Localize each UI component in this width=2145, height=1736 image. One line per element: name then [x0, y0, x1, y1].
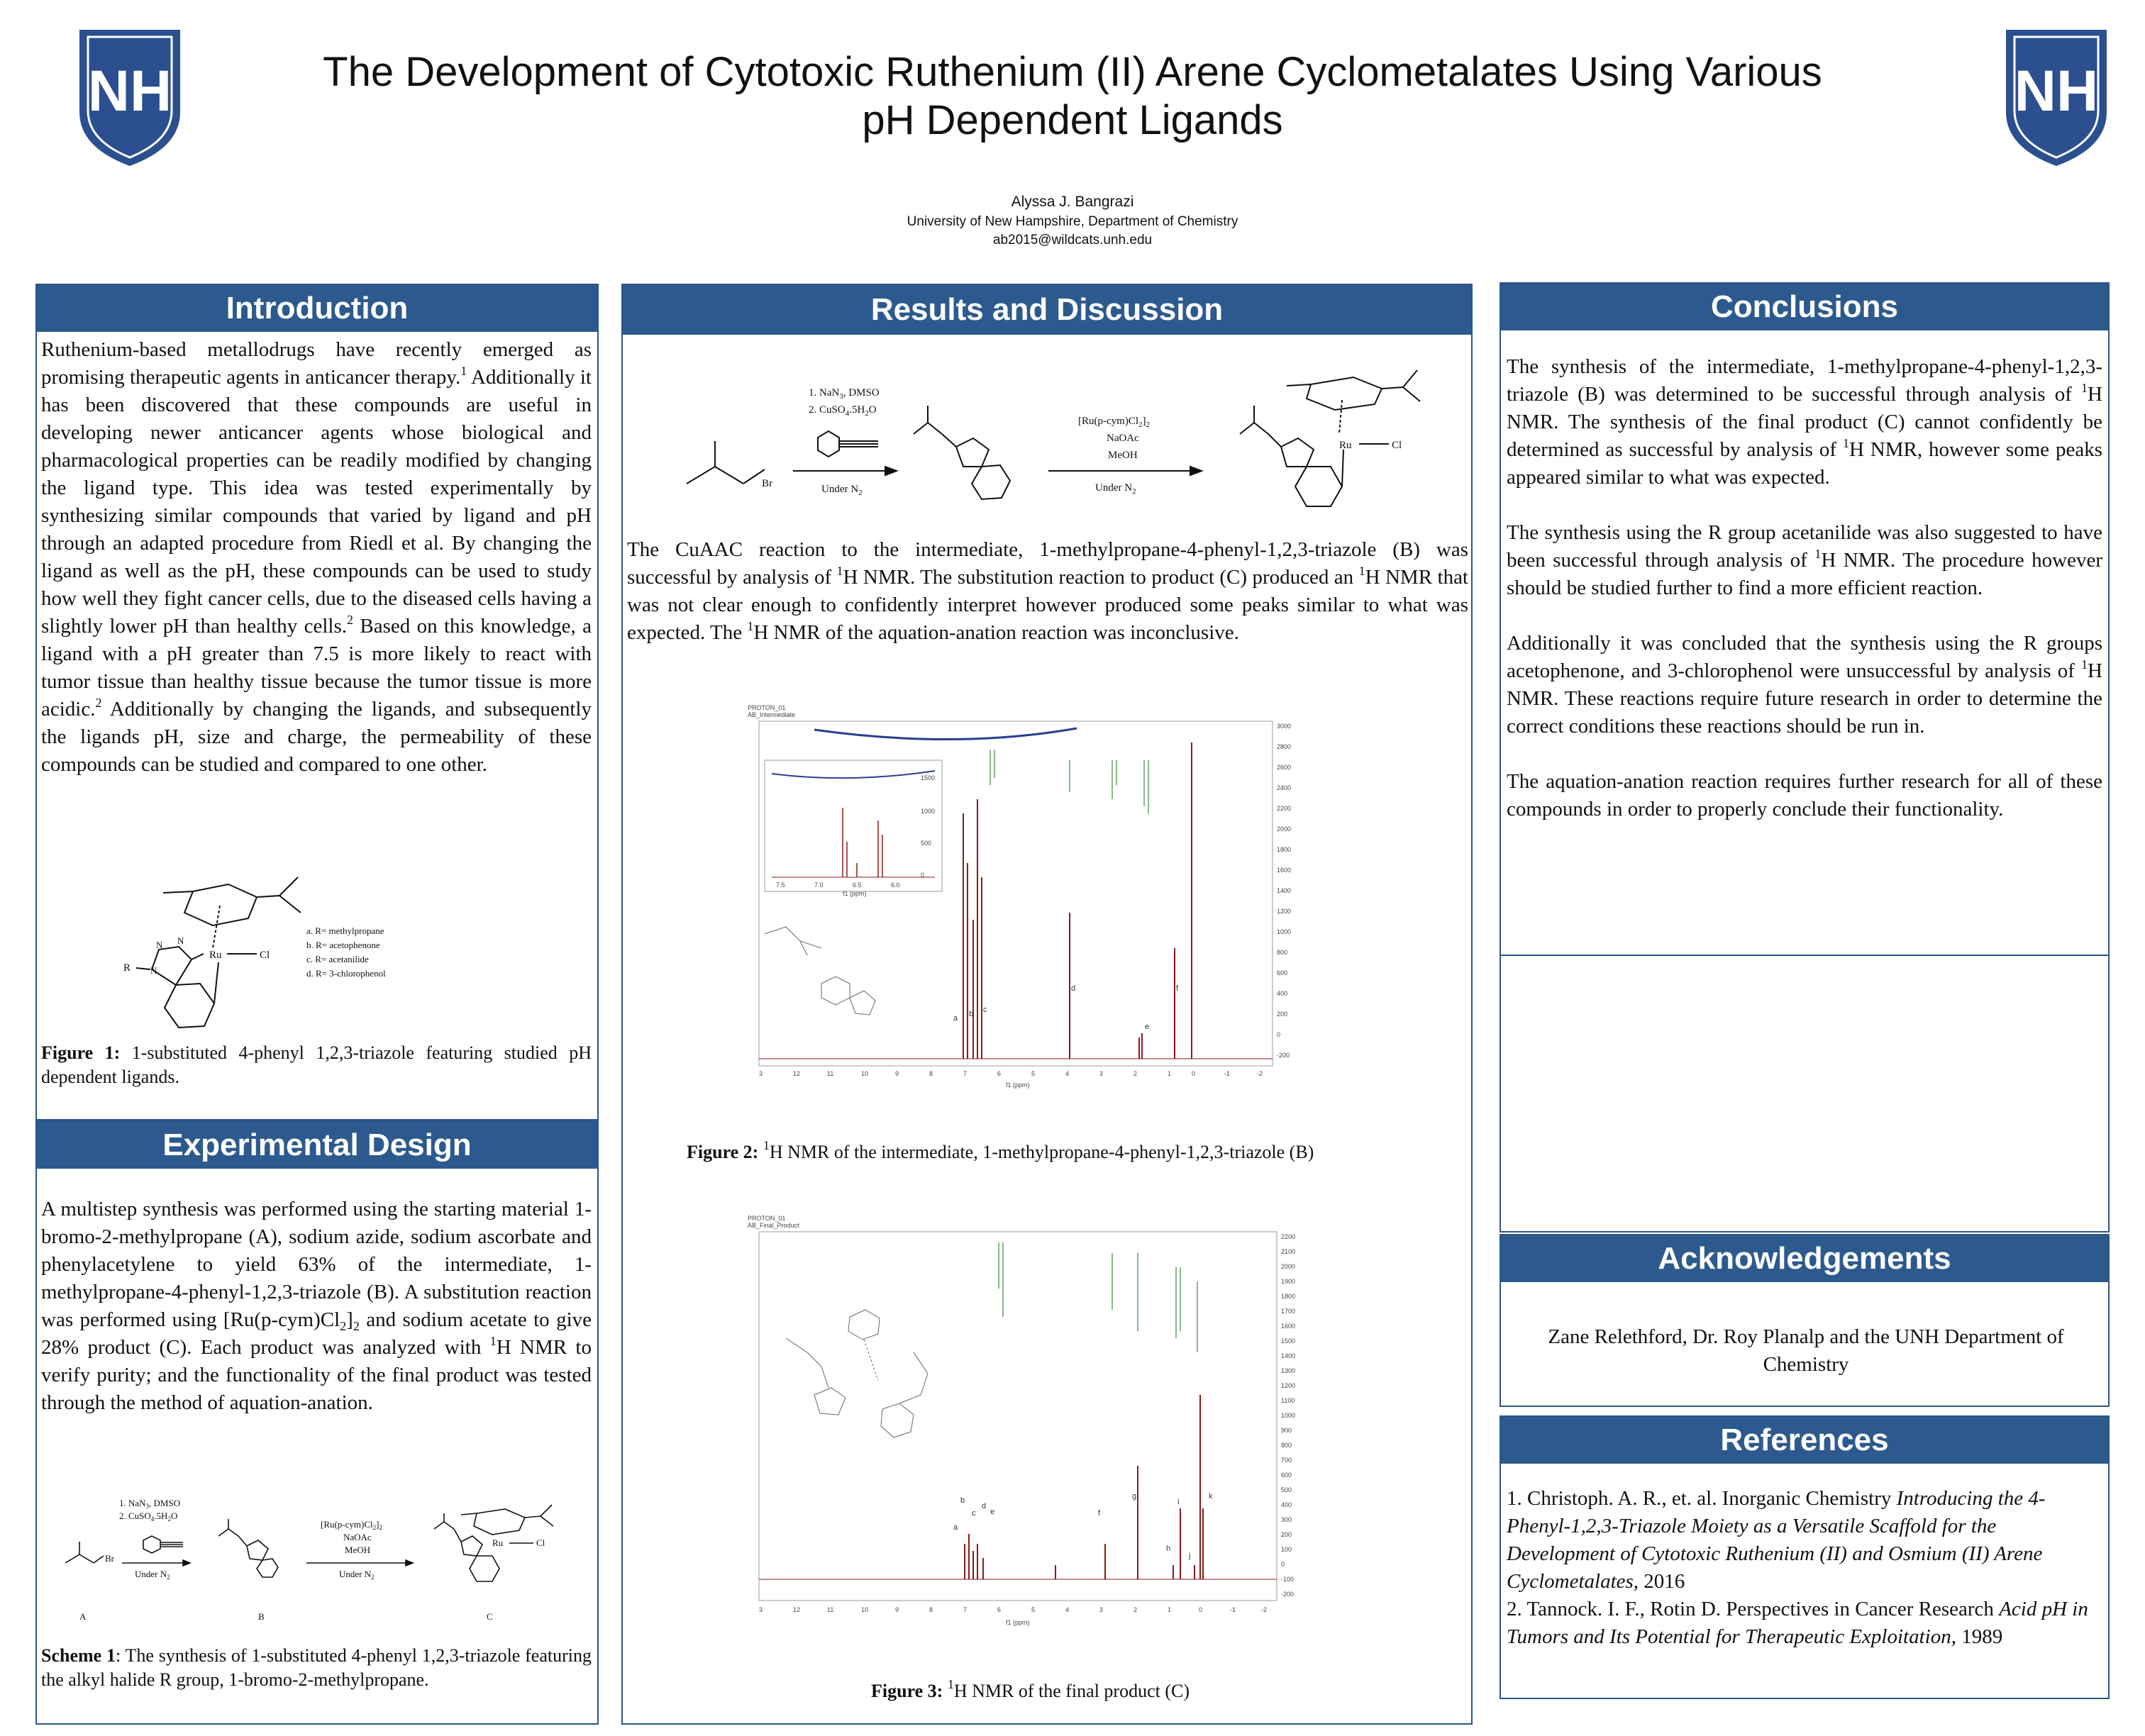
- figure-3-nmr-spectrum: [743, 1211, 1311, 1657]
- svg-text:-1: -1: [1224, 1070, 1231, 1077]
- svg-text:4: 4: [1065, 1070, 1070, 1077]
- svg-text:Br: Br: [762, 478, 772, 489]
- svg-text:1000: 1000: [1277, 928, 1292, 935]
- svg-text:f1 (ppm): f1 (ppm): [1006, 1081, 1030, 1089]
- svg-text:Cl: Cl: [536, 1537, 545, 1548]
- svg-text:b: b: [960, 1496, 965, 1505]
- svg-text:7.5: 7.5: [776, 881, 785, 889]
- introduction-heading: Introduction: [37, 285, 597, 332]
- svg-text:400: 400: [1277, 990, 1288, 997]
- svg-text:2. CuSO4.5H2O: 2. $CuSO_4.5H_2O$: [809, 404, 877, 418]
- svg-text:1700: 1700: [1281, 1308, 1296, 1315]
- svg-text:-1: -1: [1230, 1606, 1236, 1613]
- ru-atom: Ru: [209, 950, 222, 961]
- svg-text:9: 9: [895, 1606, 899, 1613]
- results-panel: [621, 284, 1473, 1725]
- author-block: [0, 191, 2145, 250]
- svg-text:-200: -200: [1277, 1052, 1290, 1059]
- svg-text:800: 800: [1281, 1442, 1292, 1449]
- svg-text:d: d: [982, 1502, 987, 1510]
- svg-text:2000: 2000: [1281, 1263, 1296, 1270]
- svg-text:9: 9: [895, 1070, 899, 1077]
- svg-text:0: 0: [1281, 1561, 1285, 1568]
- svg-text:1400: 1400: [1281, 1352, 1296, 1359]
- svg-text:NaOAc: NaOAc: [1107, 433, 1139, 444]
- svg-text:AB_Intermediate: AB_Intermediate: [748, 711, 796, 718]
- figure-2-nmr-spectrum: [743, 700, 1304, 1133]
- svg-text:N: N: [156, 940, 163, 950]
- figure-2-caption: Figure 2: $^1$H NMR of the intermediate, 1-methylpropane-4-phenyl-1,2,3-triazole (B): [687, 1138, 1314, 1162]
- conclusions-paragraph-3: Additionally it was concluded that the synthesis using the R groups acetophenone, and 3-chlorophenol were unsuccessful by analysis of $^1$H NMR. These reactions require future research in order to determine the correct conditions these reactions should be run in.: [1507, 632, 2102, 738]
- svg-text:a: a: [953, 1014, 958, 1023]
- svg-text:-100: -100: [1281, 1576, 1295, 1583]
- svg-text:-200: -200: [1281, 1591, 1295, 1598]
- svg-text:b: b: [969, 1010, 974, 1018]
- svg-text:1. NaN3, DMSO: 1. NaN$_3$, DMSO: [119, 1498, 181, 1510]
- svg-text:2800: 2800: [1277, 743, 1292, 750]
- svg-text:8: 8: [929, 1606, 933, 1613]
- svg-text:d: d: [1071, 984, 1076, 993]
- svg-text:0: 0: [1277, 1031, 1281, 1038]
- svg-text:1200: 1200: [1277, 908, 1292, 915]
- svg-text:7: 7: [963, 1070, 968, 1077]
- svg-text:100: 100: [1281, 1546, 1292, 1553]
- cl-atom: Cl: [260, 950, 270, 961]
- svg-text:f: f: [1098, 1509, 1101, 1518]
- svg-text:1900: 1900: [1281, 1278, 1296, 1285]
- compound-b-label: B: [258, 1611, 265, 1622]
- r-atom: R: [123, 962, 131, 974]
- svg-text:f: f: [1176, 984, 1179, 993]
- poster-title: [213, 48, 1932, 145]
- svg-text:j: j: [1189, 1552, 1191, 1560]
- svg-text:200: 200: [1277, 1011, 1288, 1018]
- author-name: Alyssa J. Bangrazi: [1011, 194, 1134, 210]
- svg-text:1300: 1300: [1281, 1367, 1296, 1374]
- svg-text:0: 0: [1199, 1606, 1203, 1613]
- svg-text:12: 12: [793, 1606, 801, 1613]
- svg-text:h: h: [1166, 1545, 1171, 1553]
- introduction-text: Ruthenium-based metallodrugs have recently emerged as promising therapeutic agents in anticancer therapy.$^1$ Additionally it has been discovered that these compounds are useful in developing newer anticancer agents whose biological and pharmacological properties can be readily modified by changing the ligand type. This idea was tested experimentally by synthesizing similar compounds that varied by ligand and pH through an adapted procedure from Riedl et al. By changing the ligand as well as the pH, these compounds can be used to study how well they fight cancer cells, due to the diseased cells having a slightly lower pH than healthy cells.$^2$ Based on this knowledge, a ligand with a pH greater than 7.5 is more likely to react with tumor tissue than healthy tissue because the tumor tissue is more acidic.$^2$ Additionally by changing the ligands, and subsequently the ligands pH, size and charge, the permeability of these compounds can be studied and compared to one other.: [41, 338, 592, 776]
- conclusions-panel: [1500, 282, 2110, 956]
- svg-text:0: 0: [921, 872, 925, 879]
- svg-text:1: 1: [1168, 1606, 1172, 1613]
- svg-text:500: 500: [921, 840, 932, 847]
- title-line-2: pH Dependent Ligands: [862, 97, 1283, 143]
- svg-text:2400: 2400: [1277, 784, 1292, 791]
- svg-text:2600: 2600: [1277, 764, 1292, 771]
- svg-text:10: 10: [861, 1070, 869, 1077]
- svg-text:5: 5: [1031, 1606, 1036, 1613]
- svg-text:2000: 2000: [1277, 825, 1292, 833]
- scheme-1-caption: Scheme 1: The synthesis of 1-substituted 4-phenyl 1,2,3-triazole featuring the alkyl halide R group, 1-bromo-2-methylpropane.: [41, 1645, 592, 1690]
- svg-text:12: 12: [793, 1070, 801, 1077]
- svg-text:1200: 1200: [1281, 1382, 1296, 1389]
- scheme-1-diagram: [51, 1485, 590, 1627]
- svg-text:700: 700: [1281, 1457, 1292, 1464]
- svg-text:600: 600: [1281, 1471, 1292, 1479]
- svg-text:3: 3: [759, 1070, 763, 1077]
- logo-text: NH: [2014, 59, 2099, 123]
- svg-text:500: 500: [1281, 1486, 1292, 1493]
- svg-text:1600: 1600: [1277, 867, 1292, 874]
- title-line-1: The Development of Cytotoxic Ruthenium (II) Arene Cyclometalates Using Various: [323, 49, 1822, 95]
- svg-text:a: a: [953, 1523, 958, 1532]
- acknowledgements-text: Zane Relethford, Dr. Roy Planalp and the UNH Department of Chemistry: [1548, 1325, 2064, 1376]
- svg-text:8: 8: [929, 1070, 933, 1077]
- reference-2: 2. Tannock. I. F., Rotin D. Perspectives in Cancer Research Acid pH in Tumors and Its Potential for Therapeutic Exploitation, 1989: [1507, 1598, 2088, 1648]
- compound-c-label: C: [487, 1611, 493, 1622]
- nmr2-x-axis: [759, 1070, 1263, 1089]
- conclusions-heading: Conclusions: [1501, 284, 2108, 330]
- svg-text:6.5: 6.5: [853, 881, 862, 889]
- svg-text:NaOAc: NaOAc: [343, 1532, 372, 1542]
- results-text: The CuAAC reaction to the intermediate, 1-methylpropane-4-phenyl-1,2,3-triazole (B) was successful by analysis of $^1$H NMR. The substitution reaction to product (C) produced an $^1$H NMR that was not clear enough to confidently interpret however produced some peaks similar to what was expected. The $^1$H NMR of the aquation-anation reaction was inconclusive.: [627, 538, 1468, 644]
- svg-text:6: 6: [997, 1070, 1002, 1077]
- svg-text:300: 300: [1281, 1516, 1292, 1523]
- svg-text:f1 (ppm): f1 (ppm): [843, 890, 867, 897]
- svg-text:3: 3: [1099, 1070, 1104, 1077]
- reference-1: 1. Christoph. A. R., et. al. Inorganic Chemistry Introducing the 4-Phenyl-1,2,3-Triazole Moiety as a Versatile Scaffold for the Development of Cytotoxic Ruthenium (II) and Osmium (II) Arene Cyclometalates, 2016: [1507, 1487, 2046, 1593]
- svg-text:1400: 1400: [1277, 887, 1292, 894]
- r-group-a: a. R= methylpropane: [306, 925, 384, 936]
- nmr3-y-axis: [1281, 1233, 1295, 1598]
- svg-text:1800: 1800: [1277, 846, 1292, 853]
- svg-text:c: c: [983, 1006, 987, 1014]
- svg-text:AB_Final_Product: AB_Final_Product: [748, 1222, 799, 1229]
- author-email: ab2015@wildcats.unh.edu: [992, 233, 1153, 247]
- svg-text:0: 0: [1192, 1070, 1196, 1077]
- svg-text:1000: 1000: [921, 808, 936, 815]
- conclusions-paragraph-4: The aquation-anation reaction requires further research for all of these compounds in order to properly conclude their functionality.: [1507, 770, 2102, 820]
- svg-text:400: 400: [1281, 1501, 1292, 1508]
- references-panel: [1500, 1415, 2110, 1699]
- svg-text:2200: 2200: [1281, 1233, 1296, 1240]
- svg-text:600: 600: [1277, 969, 1288, 976]
- svg-text:6: 6: [997, 1606, 1002, 1613]
- references-list: [1507, 1485, 2102, 1651]
- results-scheme: [672, 356, 1424, 540]
- svg-text:900: 900: [1281, 1427, 1292, 1434]
- svg-text:[Ru(p-cym)Cl2]2: $[Ru(p-cym)Cl_2]_2$: [1078, 416, 1150, 429]
- r-group-b: b. R= acetophenone: [306, 940, 380, 950]
- nmr2-y-axis: [1277, 723, 1291, 1059]
- svg-text:1100: 1100: [1281, 1397, 1295, 1404]
- svg-text:Ru: Ru: [492, 1537, 504, 1548]
- experimental-panel: [35, 1120, 599, 1725]
- svg-text:10: 10: [861, 1606, 869, 1613]
- figure-1-caption: Figure 1: 1-substituted 4-phenyl 1,2,3-triazole featuring studied pH dependent ligands.: [41, 1042, 592, 1087]
- svg-text:e: e: [1145, 1023, 1150, 1031]
- svg-text:Under N2: Under $N_2$: [821, 484, 863, 497]
- conclusions-paragraph-1: The synthesis of the intermediate, 1-methylpropane-4-phenyl-1,2,3-triazole (B) was determined to be successful through analysis of $^1$H NMR. The synthesis of the final product (C) cannot confidently be determined as successful by analysis of $^1$H NMR, however some peaks appeared similar to what was expected.: [1507, 355, 2102, 489]
- conclusions-text: [1507, 353, 2102, 823]
- svg-text:[Ru(p-cym)Cl2]2: $[Ru(p-cym)Cl_2]_2$: [321, 1519, 382, 1531]
- svg-text:Under N2: Under $N_2$: [135, 1569, 170, 1581]
- svg-text:1: 1: [1168, 1070, 1172, 1077]
- svg-text:11: 11: [827, 1606, 834, 1613]
- nmr3-x-axis: [759, 1606, 1267, 1626]
- svg-text:N: N: [150, 965, 157, 976]
- conclusions-paragraph-2: The synthesis using the R group acetanilide was also suggested to have been successful through analysis of $^1$H NMR. The procedure however should be studied further to find a more efficient reaction.: [1507, 521, 2102, 599]
- svg-text:Br: Br: [105, 1553, 114, 1564]
- svg-text:1600: 1600: [1281, 1323, 1296, 1330]
- svg-text:1500: 1500: [921, 774, 936, 781]
- svg-text:k: k: [1209, 1492, 1213, 1501]
- references-heading: References: [1501, 1417, 2108, 1464]
- acknowledgements-heading: Acknowledgements: [1501, 1235, 2108, 1282]
- compound-a-label: A: [79, 1611, 87, 1622]
- svg-text:MeOH: MeOH: [345, 1545, 371, 1555]
- svg-text:Under N2: Under $N_2$: [1095, 482, 1136, 496]
- results-heading: Results and Discussion: [623, 285, 1471, 335]
- svg-text:2200: 2200: [1277, 805, 1292, 812]
- svg-text:4: 4: [1065, 1606, 1070, 1613]
- future-work-panel: [1500, 956, 2110, 1233]
- svg-text:800: 800: [1277, 949, 1288, 956]
- acknowledgements-panel: [1500, 1234, 2110, 1407]
- svg-text:PROTON_01: PROTON_01: [748, 704, 786, 711]
- figure-1-structure: [94, 863, 399, 1047]
- experimental-text: A multistep synthesis was performed using the starting material 1-bromo-2-methylpropane (A), sodium azide, sodium ascorbate and phenylacetylene to yield 63% of the intermediate, 1-methylpropane-4-phenyl-1,2,3-triazole (B). A substitution reaction was performed using $[Ru(p-cym)Cl_2]_2$ and sodium acetate to give 28% product (C). Each product was analyzed with $^1$H NMR to verify purity; and the functionality of the final product was tested through the method of aquation-anation.: [41, 1198, 592, 1414]
- figure-3-caption: Figure 3: $^1$H NMR of the final product (C): [871, 1677, 1190, 1701]
- svg-text:11: 11: [827, 1070, 834, 1077]
- logo-text: NH: [87, 59, 172, 123]
- r-group-c: c. R= acetanilide: [306, 954, 369, 964]
- svg-text:7.0: 7.0: [814, 881, 824, 889]
- experimental-heading: Experimental Design: [37, 1122, 597, 1169]
- author-affiliation: University of New Hampshire, Department of Chemistry: [907, 214, 1238, 229]
- svg-text:e: e: [990, 1508, 995, 1516]
- svg-text:g: g: [1132, 1492, 1137, 1501]
- svg-text:PROTON_01: PROTON_01: [748, 1215, 786, 1222]
- svg-text:6.0: 6.0: [891, 881, 900, 889]
- svg-text:5: 5: [1031, 1070, 1036, 1077]
- svg-text:1500: 1500: [1281, 1337, 1296, 1345]
- svg-text:N: N: [177, 935, 184, 946]
- unh-logo-left: [77, 27, 183, 169]
- introduction-panel: [35, 284, 599, 1120]
- svg-text:2. CuSO4.5H2O: 2. $CuSO_4.5H_2O$: [119, 1510, 178, 1523]
- svg-text:Cl: Cl: [1392, 440, 1402, 451]
- svg-text:2: 2: [1134, 1606, 1138, 1613]
- svg-text:MeOH: MeOH: [1108, 450, 1138, 461]
- svg-text:1. NaN3, DMSO: 1. NaN$_3$, DMSO: [809, 387, 880, 401]
- svg-text:3000: 3000: [1277, 723, 1292, 730]
- svg-text:1000: 1000: [1281, 1412, 1296, 1419]
- svg-text:Under N2: Under $N_2$: [339, 1569, 375, 1581]
- svg-text:3: 3: [1099, 1606, 1104, 1613]
- svg-text:3: 3: [759, 1606, 763, 1613]
- svg-text:f1 (ppm): f1 (ppm): [1006, 1619, 1030, 1626]
- svg-text:7: 7: [963, 1606, 968, 1613]
- unh-logo-right: [2003, 27, 2110, 169]
- r-group-d: d. R= 3-chlorophenol: [306, 968, 386, 979]
- svg-text:2100: 2100: [1281, 1248, 1296, 1255]
- svg-text:1800: 1800: [1281, 1293, 1296, 1300]
- svg-text:i: i: [1177, 1498, 1180, 1506]
- svg-text:200: 200: [1281, 1531, 1292, 1538]
- svg-text:c: c: [972, 1509, 976, 1518]
- svg-text:Ru: Ru: [1339, 440, 1352, 451]
- svg-text:2: 2: [1134, 1070, 1138, 1077]
- svg-text:-2: -2: [1257, 1070, 1263, 1077]
- svg-text:-2: -2: [1261, 1606, 1268, 1613]
